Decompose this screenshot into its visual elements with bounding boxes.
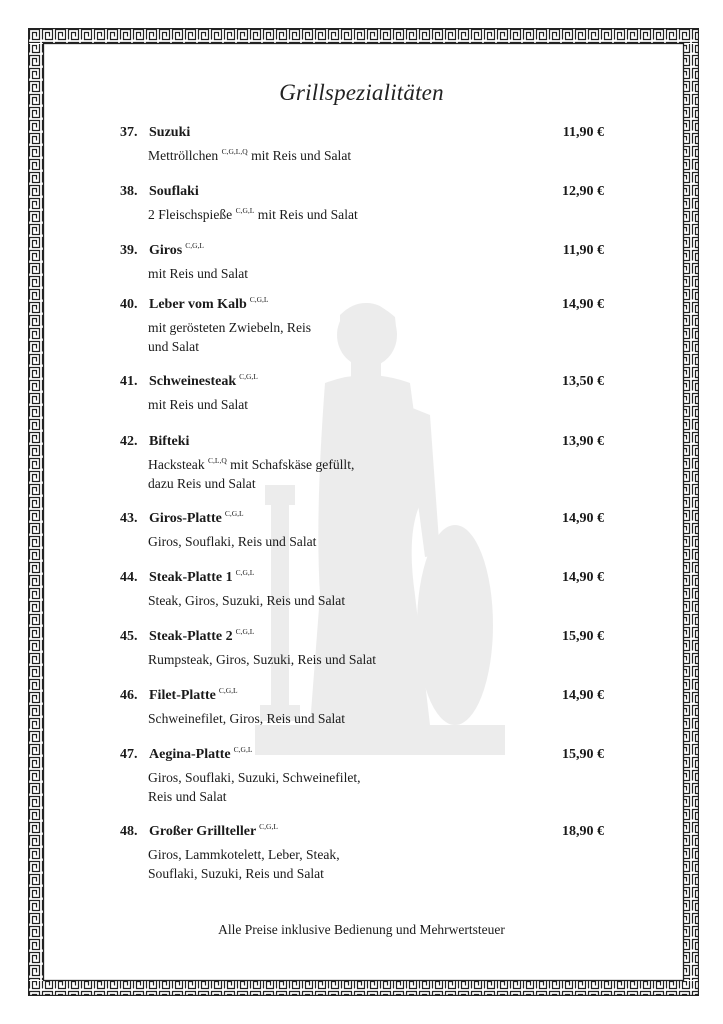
description-allergen-codes: C,L,Q (208, 456, 227, 465)
item-header (120, 508, 604, 530)
item-description (148, 591, 604, 610)
item-price: 14,90 € (562, 570, 604, 585)
description-text: Giros, Souflaki, Reis und Salat (148, 534, 317, 549)
description-text-cont: mit Reis und Salat (254, 207, 358, 222)
description-text-cont: mit Reis und Salat (247, 148, 352, 163)
description-text: Steak, Giros, Suzuki, Reis und Salat (148, 593, 346, 608)
menu-item (120, 371, 604, 414)
item-description (148, 845, 604, 864)
menu-item (120, 294, 604, 356)
item-number: 40. (120, 297, 138, 312)
menu-item (120, 567, 604, 610)
description-text: Mettröllchen (148, 148, 222, 163)
item-description-line2: Reis und Salat (148, 789, 227, 804)
description-text: Schweinefilet, Giros, Reis und Salat (148, 711, 346, 726)
item-number: 39. (120, 243, 138, 258)
item-name: Schweinesteak (149, 374, 237, 389)
item-price: 14,90 € (562, 297, 604, 312)
description-text: mit Reis und Salat (148, 397, 249, 412)
allergen-codes: C,G,L (239, 372, 258, 381)
item-header (120, 122, 604, 144)
description-text: Giros, Souflaki, Suzuki, Schweinefilet, (148, 770, 361, 785)
item-price: 12,90 € (562, 184, 604, 199)
description-text: Giros, Lammkotelett, Leber, Steak, (148, 847, 340, 862)
item-price: 18,90 € (562, 824, 604, 839)
item-description (148, 264, 604, 283)
menu-item (120, 122, 604, 165)
item-name: Steak-Platte 1 (149, 570, 233, 585)
menu-item (120, 821, 604, 883)
menu-item (120, 431, 604, 493)
item-name: Aegina-Platte (149, 747, 231, 762)
menu-item (120, 626, 604, 669)
item-price: 13,90 € (562, 434, 604, 449)
menu-item (120, 685, 604, 728)
item-description (148, 395, 604, 414)
allergen-codes: C,G,L (259, 822, 278, 831)
allergen-codes: C,G,L (224, 509, 244, 518)
item-price: 11,90 € (562, 125, 604, 140)
description-text: Hacksteak (148, 457, 209, 472)
item-price: 15,90 € (562, 629, 604, 644)
item-number: 42. (120, 434, 138, 449)
item-description (148, 650, 604, 669)
item-header (120, 567, 604, 589)
item-description (148, 768, 604, 787)
item-description-line2: Souflaki, Suzuki, Reis und Salat (148, 866, 324, 881)
description-allergen-codes: C,G,L (235, 206, 255, 215)
menu-item (120, 744, 604, 806)
description-text-cont: mit Schafskäse gefüllt, (226, 457, 355, 472)
item-number: 47. (120, 747, 138, 762)
item-name: Steak-Platte 2 (149, 629, 233, 644)
item-number: 41. (120, 374, 138, 389)
description-text: Rumpsteak, Giros, Suzuki, Reis und Salat (148, 652, 377, 667)
item-header (120, 181, 604, 203)
item-number: 38. (120, 184, 138, 199)
description-text: mit Reis und Salat (148, 266, 249, 281)
item-number: 48. (120, 824, 138, 839)
item-name: Filet-Platte (149, 688, 216, 703)
item-name: Giros (149, 243, 183, 258)
item-number: 46. (120, 688, 138, 703)
description-allergen-codes: C,G,L,Q (221, 147, 248, 156)
menu-item (120, 508, 604, 551)
allergen-codes: C,G,L (235, 568, 255, 577)
item-number: 43. (120, 511, 138, 526)
allergen-codes: C,G,L (185, 241, 204, 250)
item-name: Bifteki (149, 434, 190, 449)
page-title: Grillspezialitäten (279, 80, 444, 105)
item-header (120, 744, 604, 766)
item-header (120, 626, 604, 648)
item-header (120, 240, 604, 262)
allergen-codes: C,G,L (233, 745, 253, 754)
item-header (120, 294, 604, 316)
allergen-codes: C,G,L (218, 686, 238, 695)
item-description-line2: und Salat (148, 339, 199, 354)
allergen-codes: C,G,L (249, 295, 269, 304)
item-price: 13,50 € (562, 374, 604, 389)
item-name: Giros-Platte (149, 511, 222, 526)
item-description (148, 318, 604, 337)
item-name: Leber vom Kalb (149, 297, 247, 312)
item-header (120, 431, 604, 453)
item-price: 14,90 € (562, 688, 604, 703)
item-price: 15,90 € (562, 747, 604, 762)
item-description-line2: dazu Reis und Salat (148, 476, 256, 491)
footer-note: Alle Preise inklusive Bedienung und Mehrwertsteuer (218, 922, 505, 937)
item-price: 14,90 € (562, 511, 604, 526)
item-name: Großer Grillteller (149, 824, 257, 839)
description-text: 2 Fleischspieße (148, 207, 236, 222)
item-header (120, 371, 604, 393)
item-name: Suzuki (149, 125, 191, 140)
item-number: 44. (120, 570, 138, 585)
item-description (148, 146, 604, 165)
menu-item (120, 240, 604, 283)
item-header (120, 685, 604, 707)
item-description (148, 709, 604, 728)
item-price: 11,90 € (562, 243, 604, 258)
item-description (148, 532, 604, 551)
item-header (120, 821, 604, 843)
item-number: 45. (120, 629, 138, 644)
menu-item (120, 181, 604, 224)
item-description (148, 205, 604, 224)
item-description (148, 455, 604, 474)
description-text: mit gerösteten Zwiebeln, Reis (148, 320, 312, 335)
item-name: Souflaki (149, 184, 199, 199)
allergen-codes: C,G,L (235, 627, 255, 636)
item-number: 37. (120, 125, 138, 140)
